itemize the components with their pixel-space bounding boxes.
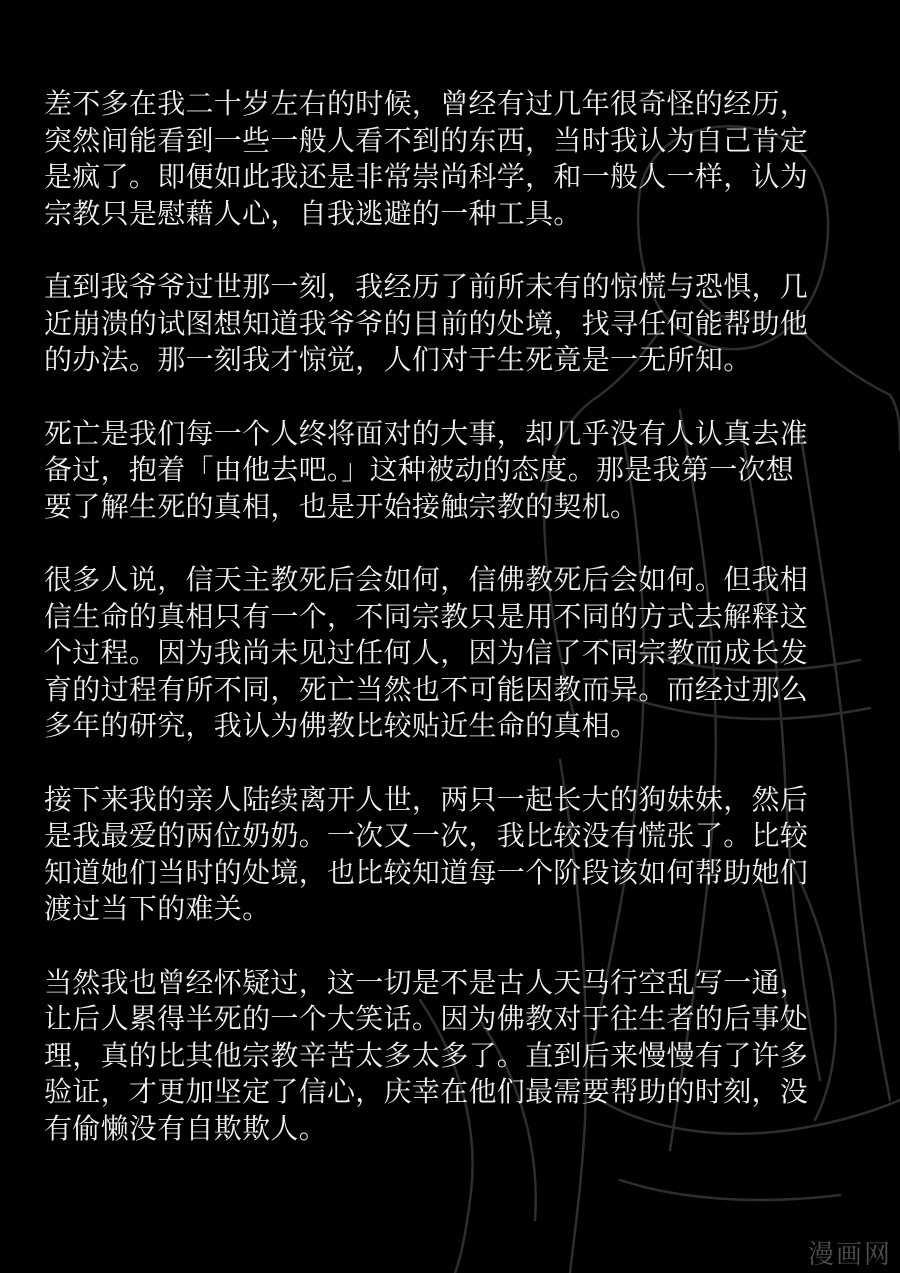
- site-watermark: 漫画网: [807, 1240, 892, 1270]
- paragraph-1: 差不多在我二十岁左右的时候，曾经有过几年很奇怪的经历， 突然间能看到一些一般人看不到的东西，当时我认为自己肯定 是疯了。即便如此我还是非常崇尚科学，和一般人一样，认为 宗教只是慰藉人心，自我逃避的一种工具。: [44, 87, 809, 230]
- paragraph-2: 直到我爷爷过世那一刻，我经历了前所未有的惊慌与恐惧，几 近崩溃的试图想知道我爷爷的目前的处境，找寻任何能帮助他 的办法。那一刻我才惊觉，人们对于生死竟是一无所知。: [44, 270, 809, 376]
- article-text: [44, 86, 856, 1184]
- paragraph-3: 死亡是我们每一个人终将面对的大事，却几乎没有人认真去准 备过，抱着「由他去吧。」这种被动的态度。那是我第一次想 要了解生死的真相，也是开始接触宗教的契机。: [44, 416, 809, 523]
- paragraph-4: 很多人说，信天主教死后会如何，信佛教死后会如何。但我相 信生命的真相只有一个，不同宗教只是用不同的方式去解释这 个过程。因为我尚未见过任何人，因为信了不同宗教而成长发 育的过程有所不同，死亡当然也不可能因教而异。而经过那么 多年的研究，我认为佛教比较贴近生命的真相。: [44, 563, 809, 742]
- paragraph-6: 当然我也曾经怀疑过，这一切是不是古人天马行空乱写一通， 让后人累得半死的一个大笑话。因为佛教对于往生者的后事处 理，真的比其他宗教辛苦太多太多了。直到后来慢慢有了许多 验证，才更加坚定了信心，庆幸在他们最需要帮助的时刻，没 有偷懒没有自欺欺人。: [44, 965, 809, 1145]
- paragraph-5: 接下来我的亲人陆续离开人世，两只一起长大的狗妹妹，然后 是我最爱的两位奶奶。一次又一次，我比较没有慌张了。比较 知道她们当时的处境，也比较知道每一个阶段该如何帮助她们 渡过当下的难关。: [44, 782, 809, 925]
